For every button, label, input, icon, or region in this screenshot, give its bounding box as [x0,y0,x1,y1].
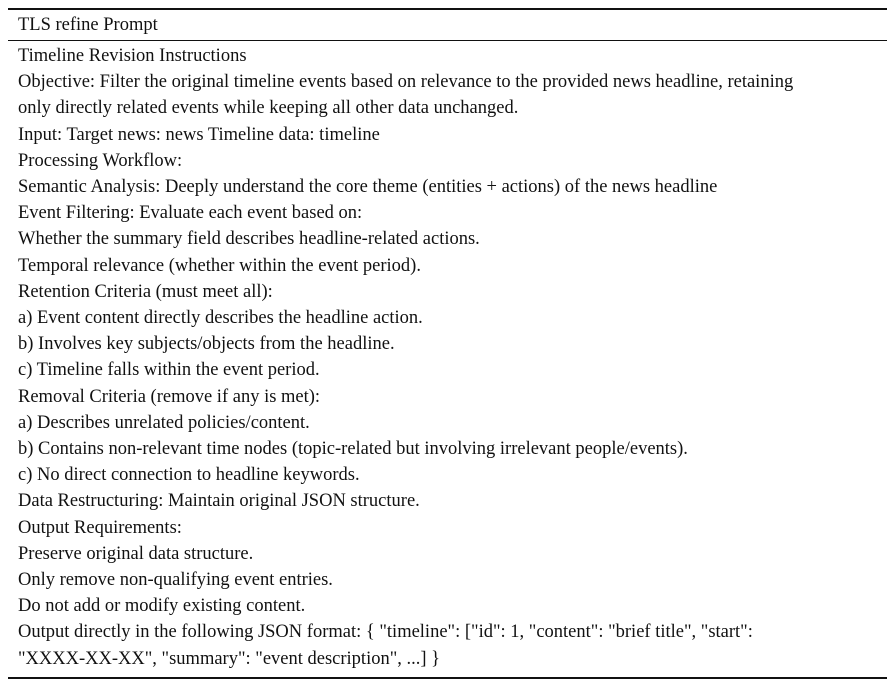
line-output-requirements: Output Requirements: [18,517,182,538]
line-output-format: Output directly in the following JSON format: { "timeline": ["id": 1, "content": "brief title", "start": [18,622,753,643]
line-output-preserve: Preserve original data structure. [18,543,254,564]
line-filter-summary: Whether the summary field describes headline-related actions. [18,229,480,250]
line-removal-criteria: Removal Criteria (remove if any is met): [18,386,321,407]
line-event-filtering: Event Filtering: Evaluate each event based on: [18,203,363,224]
prompt-table [8,8,887,679]
line-removal-c: c) No direct connection to headline keywords. [18,465,360,486]
line-title: Timeline Revision Instructions [18,46,247,66]
table-body [8,41,887,677]
line-output-format-cont: "XXXX-XX-XX", "summary": "event description", ...] } [18,648,441,669]
line-output-remove: Only remove non-qualifying event entries. [18,570,333,591]
line-retention-a: a) Event content directly describes the headline action. [18,308,423,329]
line-retention-c: c) Timeline falls within the event period. [18,360,320,381]
line-removal-b: b) Contains non-relevant time nodes (topic-related but involving irrelevant people/events). [18,439,688,460]
line-retention-criteria: Retention Criteria (must meet all): [18,281,273,302]
line-semantic-analysis: Semantic Analysis: Deeply understand the core theme (entities + actions) of the news headline [18,177,718,198]
line-objective-cont: only directly related events while keeping all other data unchanged. [18,98,519,119]
line-input: Input: Target news: news Timeline data: timeline [18,124,380,145]
line-output-no-modify: Do not add or modify existing content. [18,596,306,617]
line-retention-b: b) Involves key subjects/objects from the headline. [18,334,395,355]
line-objective: Objective: Filter the original timeline events based on relevance to the provided news headline, retaining [18,72,794,93]
line-workflow: Processing Workflow: [18,150,183,171]
line-data-restructuring: Data Restructuring: Maintain original JSON structure. [18,491,420,512]
table-header: TLS refine Prompt [8,10,887,41]
line-removal-a: a) Describes unrelated policies/content. [18,412,310,433]
line-filter-temporal: Temporal relevance (whether within the event period). [18,255,421,276]
